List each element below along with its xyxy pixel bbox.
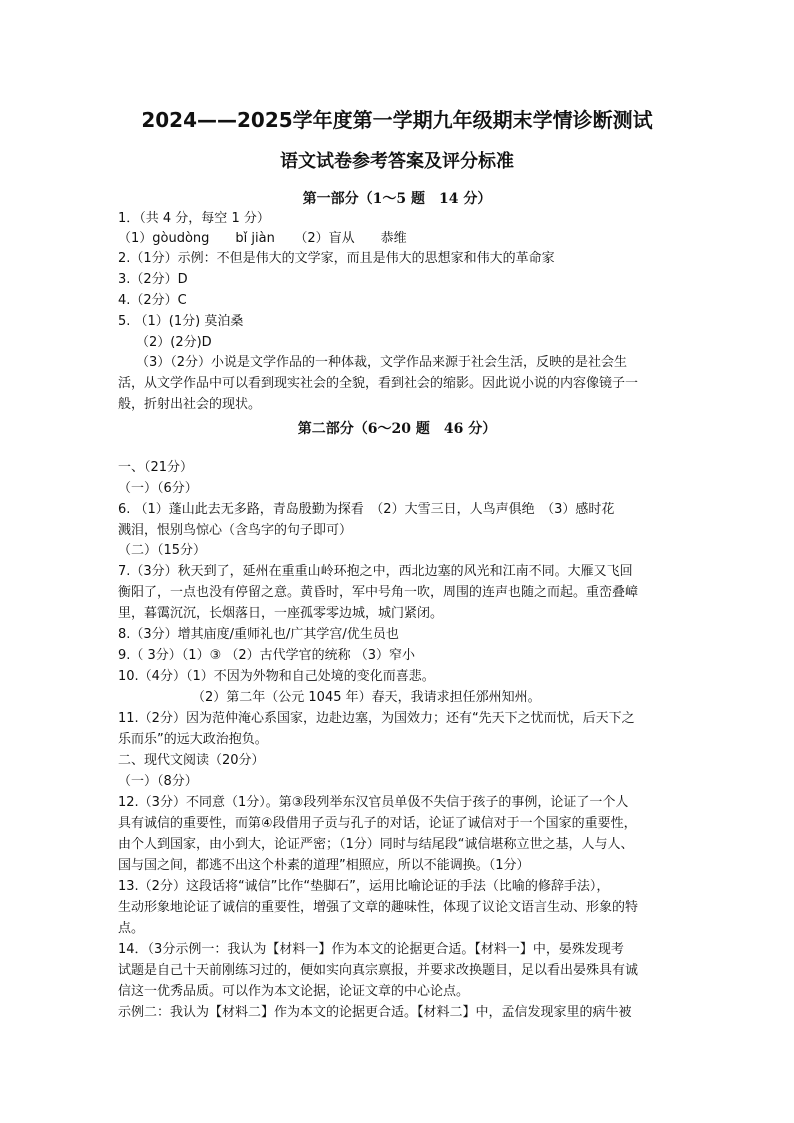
answer-line: 4.（2分）C [118,293,187,308]
answer-line: 11.（2分）因为范仲淹心系国家，边赴边塞，为国效力；还有“先天下之忧而忧，后天下之 [118,711,635,726]
answer-line: 6. （1）蓬山此去无多路，青岛殷勤为探看 （2）大雪三日，人鸟声俱绝 （3）感时花 [118,502,615,517]
answer-line: 溅泪，恨别鸟惊心（含鸟字的句子即可） [118,523,353,538]
answer-line: （2）(2分)D [136,335,212,350]
answer-line: （一）（8分） [118,774,198,789]
answer-line: 9.（ 3分）（1）③ （2）古代学官的统称 （3）窄小 [118,648,416,663]
part1-heading: 第一部分（1～5 题 14 分） [302,191,492,207]
answer-line: 信这一优秀品质。可以作为本文论据，论证文章的中心论点。 [118,984,470,999]
part2-heading: 第二部分（6～20 题 46 分） [297,421,497,437]
answer-line: （3）（2分）小说是文学作品的一种体裁，文学作品来源于社会生活，反映的是社会生 [136,355,628,370]
answer-line: （二）（15分） [118,543,207,558]
answer-line: 1．（共 4 分，每空 1 分） [118,211,270,226]
answer-line: 国与国之间，都逃不出这个朴素的道理”相照应，所以不能调换。（1分） [118,858,530,873]
answer-line: 8.（3分）增其庙度/重师礼也/广其学宫/优生员也 [118,627,399,642]
answer-line: 14．（3分示例一：我认为【材料一】作为本文的论据更合适。【材料一】中，晏殊发现考 [118,942,624,957]
answer-line: 般，折射出社会的现状。 [118,397,262,412]
answer-line: 具有诚信的重要性，而第④段借用子贡与孔子的对话，论证了诚信对于一个国家的重要性， [118,816,637,831]
answer-line: 一、（21分） [118,460,194,475]
answer-line: 二、现代文阅读（20分） [118,753,265,768]
answer-line: 试题是自己十天前刚练习过的，便如实向真宗禀报，并要求改换题目，足以看出晏殊具有诚 [118,963,639,978]
answer-line: 13.（2分）这段话将“诚信”比作“垫脚石”，运用比喻论证的手法（比喻的修辞手法）， [118,879,610,894]
answer-line: 12.（3分）不同意（1分）。第③段列举东汉官员单伋不失信于孩子的事例，论证了一个人 [118,795,629,810]
document-title: 2024——2025学年度第一学期九年级期末学情诊断测试 [141,108,653,132]
answer-line: 生动形象地论证了诚信的重要性，增强了文章的趣味性，体现了议论文语言生动、形象的特 [118,900,639,915]
answer-line: 里，暮霭沉沉，长烟落日，一座孤零零边城，城门紧闭。 [118,606,444,621]
answer-line: 3.（2分）D [118,272,188,287]
answer-line: 衡阳了，一点也没有停留之意。黄昏时，军中号角一吹，周围的连声也随之而起。重峦叠嶂 [118,585,639,600]
answer-line: 乐而乐”的远大政治抱负。 [118,732,268,747]
answer-line: 由个人到国家，由小到大，论证严密；（1分）同时与结尾段“诚信堪称立世之基，人与人、 [118,837,634,852]
answer-line: 10.（4分）（1）不因为外物和自己处境的变化而喜悲。 [118,669,435,684]
answer-line: 活，从文学作品中可以看到现实社会的全貌，看到社会的缩影。因此说小说的内容像镜子一 [118,376,639,391]
document-subtitle: 语文试卷参考答案及评分标准 [280,151,514,172]
answer-line: 2.（1分）示例：不但是伟大的文学家，而且是伟大的思想家和伟大的革命家 [118,251,555,266]
answer-line: 5. （1）(1分) 莫泊桑 [118,314,244,329]
answer-line: 点。 [118,921,145,936]
answer-line: 7.（3分）秋天到了，延州在重重山岭环抱之中，西北边塞的风光和江南不同。大雁又飞回 [118,564,633,579]
answer-line: （2）第二年（公元 1045 年）春天，我请求担任邠州知州。 [192,690,541,705]
answer-line: （一）（6分） [118,481,198,496]
answer-line: 示例二：我认为【材料二】作为本文的论据更合适。【材料二】中，孟信发现家里的病牛被 [118,1005,632,1020]
answer-line: （1）gòudòng bǐ jiàn （2）盲从 恭维 [118,231,407,246]
